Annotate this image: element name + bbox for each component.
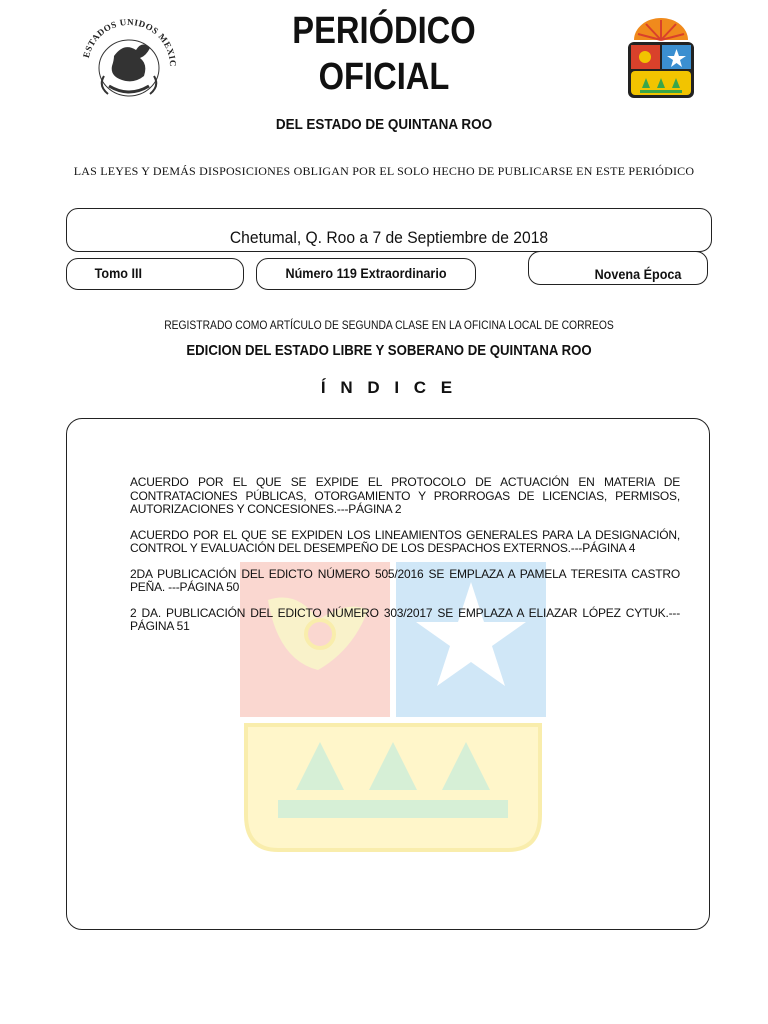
index-entry: 2DA PUBLICACIÓN DEL EDICTO NÚMERO 505/2016 SE EMPLAZA A PAMELA TERESITA CASTRO PEÑA. ---PÁGINA 50: [130, 566, 680, 594]
index-entry: 2 DA. PUBLICACIÓN DEL EDICTO NÚMERO 303/2017 SE EMPLAZA A ELIAZAR LÓPEZ CYTUK.---PÁGINA 51: [130, 605, 680, 633]
quintana-roo-coat-of-arms-icon: [622, 12, 700, 102]
index-entry: ACUERDO POR EL QUE SE EXPIDE EL PROTOCOLO DE ACTUACIÓN EN MATERIA DE CONTRATACIONES PÚBLICAS, OTORGAMIENTO Y PRORROGAS DE LICENCIAS, PERMISOS, AUTORIZACIONES Y CONCESIONES.---PÁGINA 2: [130, 475, 680, 516]
index-entries: [130, 476, 680, 646]
seal-legend: ESTADOS UNIDOS MEXIC: [80, 16, 179, 68]
registration-notice: REGISTRADO COMO ARTÍCULO DE SEGUNDA CLASE EN LA OFICINA LOCAL DE CORREOS: [164, 318, 614, 332]
tomo-label: Tomo III: [94, 265, 142, 281]
legal-legend: LAS LEYES Y DEMÁS DISPOSICIONES OBLIGAN POR EL SOLO HECHO DE PUBLICARSE EN ESTE PERIÓDICO: [73, 164, 695, 178]
edition-heading: EDICION DEL ESTADO LIBRE Y SOBERANO DE QUINTANA ROO: [186, 342, 592, 359]
epoca-label: Novena Época: [594, 266, 682, 282]
state-subtitle: DEL ESTADO DE QUINTANA ROO: [275, 116, 493, 133]
tomo-box: [66, 258, 244, 290]
page-title-line-2: OFICIAL: [318, 56, 450, 98]
numero-label: Número 119 Extraordinario: [285, 265, 447, 281]
index-entry: ACUERDO POR EL QUE SE EXPIDEN LOS LINEAMIENTOS GENERALES PARA LA DESIGNACIÓN, CONTROL Y EVALUACIÓN DEL DESEMPEÑO DE LOS DESPACHOS EXTERNOS.---PÁGINA 4: [130, 527, 680, 555]
page-title-line-1: PERIÓDICO: [292, 10, 476, 52]
index-heading: Í N D I C E: [320, 378, 458, 397]
issue-date: Chetumal, Q. Roo a 7 de Septiembre de 2018: [229, 228, 549, 247]
